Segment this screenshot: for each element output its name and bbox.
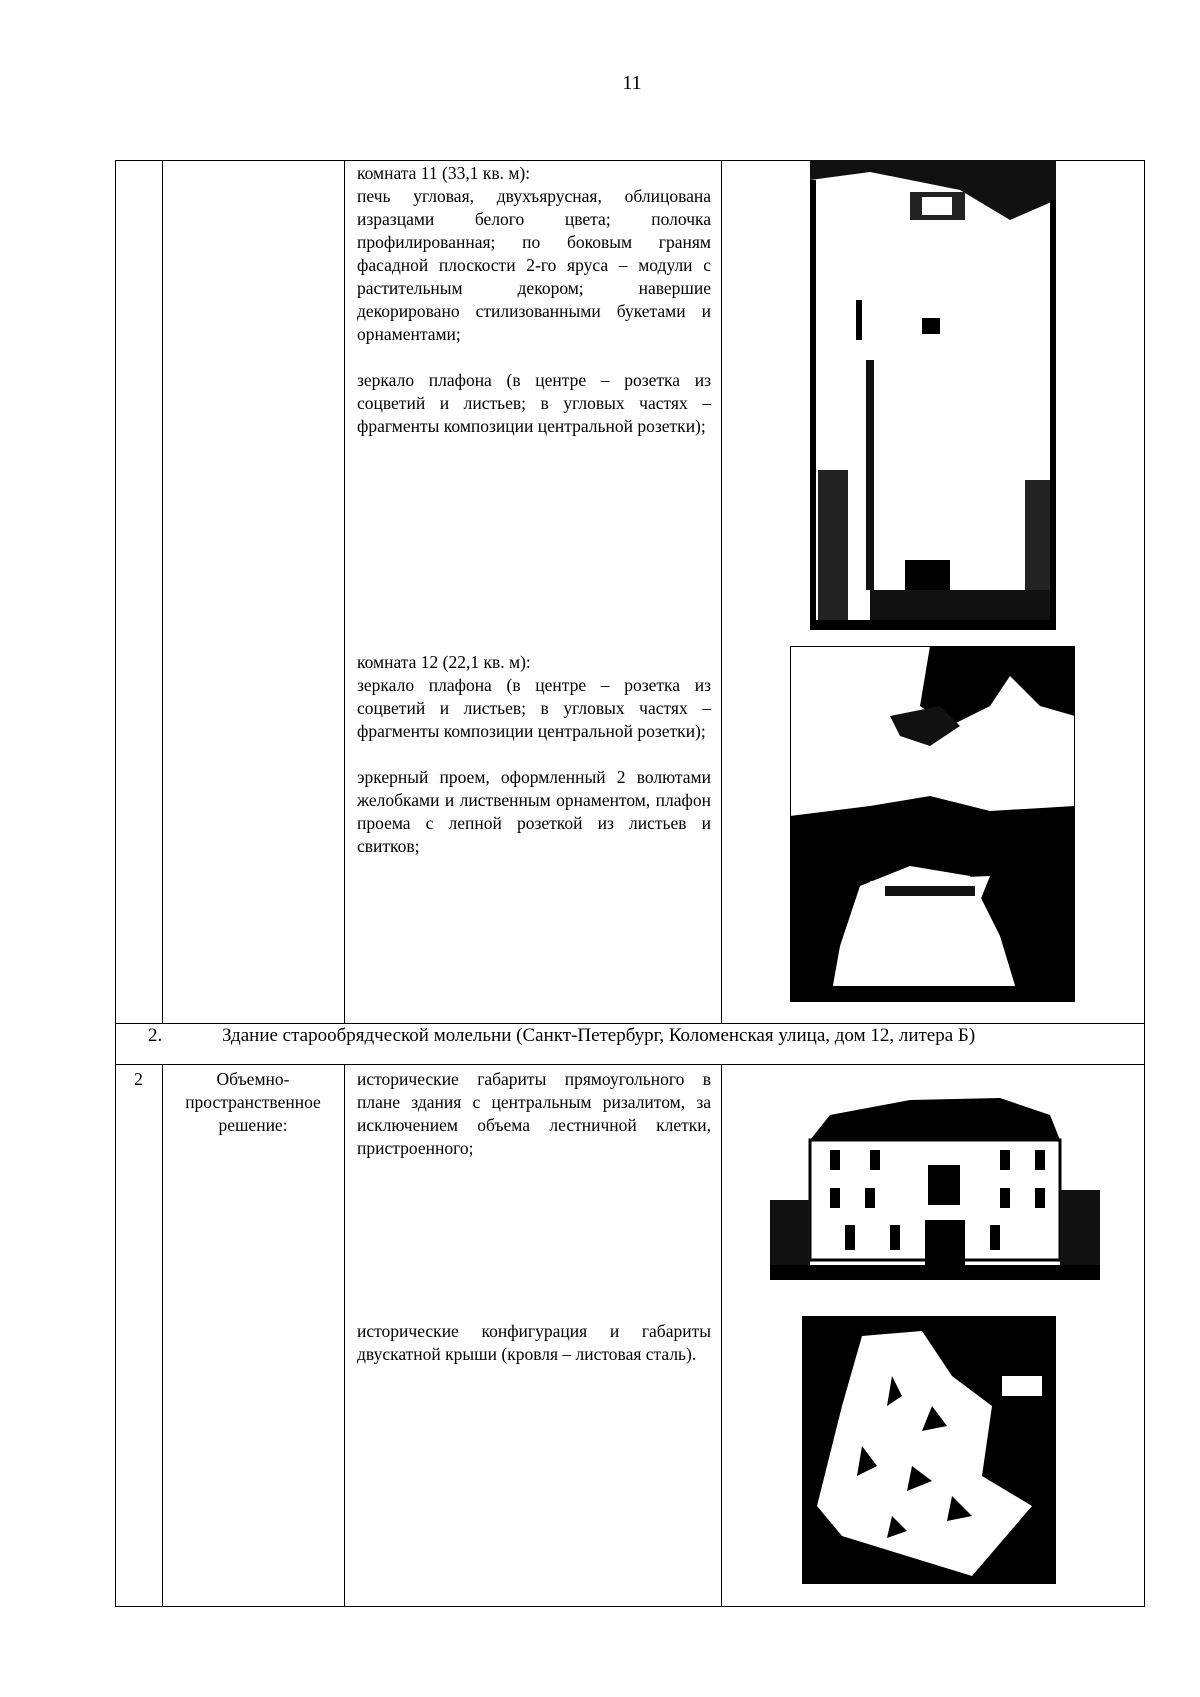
ceiling11-description: зеркало плафона (в центре – розетка из соцветий и листьев; в угловых частях – фрагменты композиции центральной розетки); xyxy=(357,370,711,436)
col-divider xyxy=(162,160,163,1024)
bay-opening-photo xyxy=(790,646,1075,1002)
section2-number: 2. xyxy=(148,1025,163,1046)
col-divider xyxy=(721,1064,722,1607)
section2-title: Здание старообрядческой молельни (Санкт-Петербург, Коломенская улица, дом 12, литера Б) xyxy=(222,1025,976,1046)
row2-number: 2 xyxy=(134,1069,143,1089)
room11-description xyxy=(357,162,711,438)
ceiling12-description: зеркало плафона (в центре – розетка из соцветий и листьев; в угловых частях – фрагменты композиции центральной розетки); xyxy=(357,675,711,741)
room12-description xyxy=(357,651,711,858)
room11-title: комната 11 (33,1 кв. м): xyxy=(357,163,531,183)
facade-photo xyxy=(770,1080,1100,1305)
col-divider xyxy=(162,1064,163,1607)
roof-description: исторические конфигурация и габариты двускатной крыши (кровля – листовая сталь). xyxy=(357,1321,711,1364)
stove-description: печь угловая, двухъярусная, облицована изразцами белого цвета; полочка профилированная; по боковым граням фасадной плоскости 2-го яруса – модули с растительным декором; навершие декорировано стилизованными букетами и орнаментами; xyxy=(357,186,711,344)
col-divider xyxy=(344,1064,345,1607)
bay-opening-description: эркерный проем, оформленный 2 волютами желобками и лиственным орнаментом, плафон проема с лепной розеткой из листьев и свитков; xyxy=(357,767,711,856)
page-number: 11 xyxy=(622,72,642,94)
col-divider xyxy=(344,160,345,1024)
building-volume-description: исторические габариты прямоугольного в плане здания с центральным ризалитом, за исключением объема лестничной клетки, пристроенного; xyxy=(357,1069,711,1158)
row2-category: Объемно-пространственное решение: xyxy=(185,1069,321,1135)
room12-title: комната 12 (22,1 кв. м): xyxy=(357,652,531,672)
roof-aerial-photo xyxy=(802,1316,1056,1584)
col-divider xyxy=(721,160,722,1024)
stove-photo xyxy=(810,160,1056,630)
